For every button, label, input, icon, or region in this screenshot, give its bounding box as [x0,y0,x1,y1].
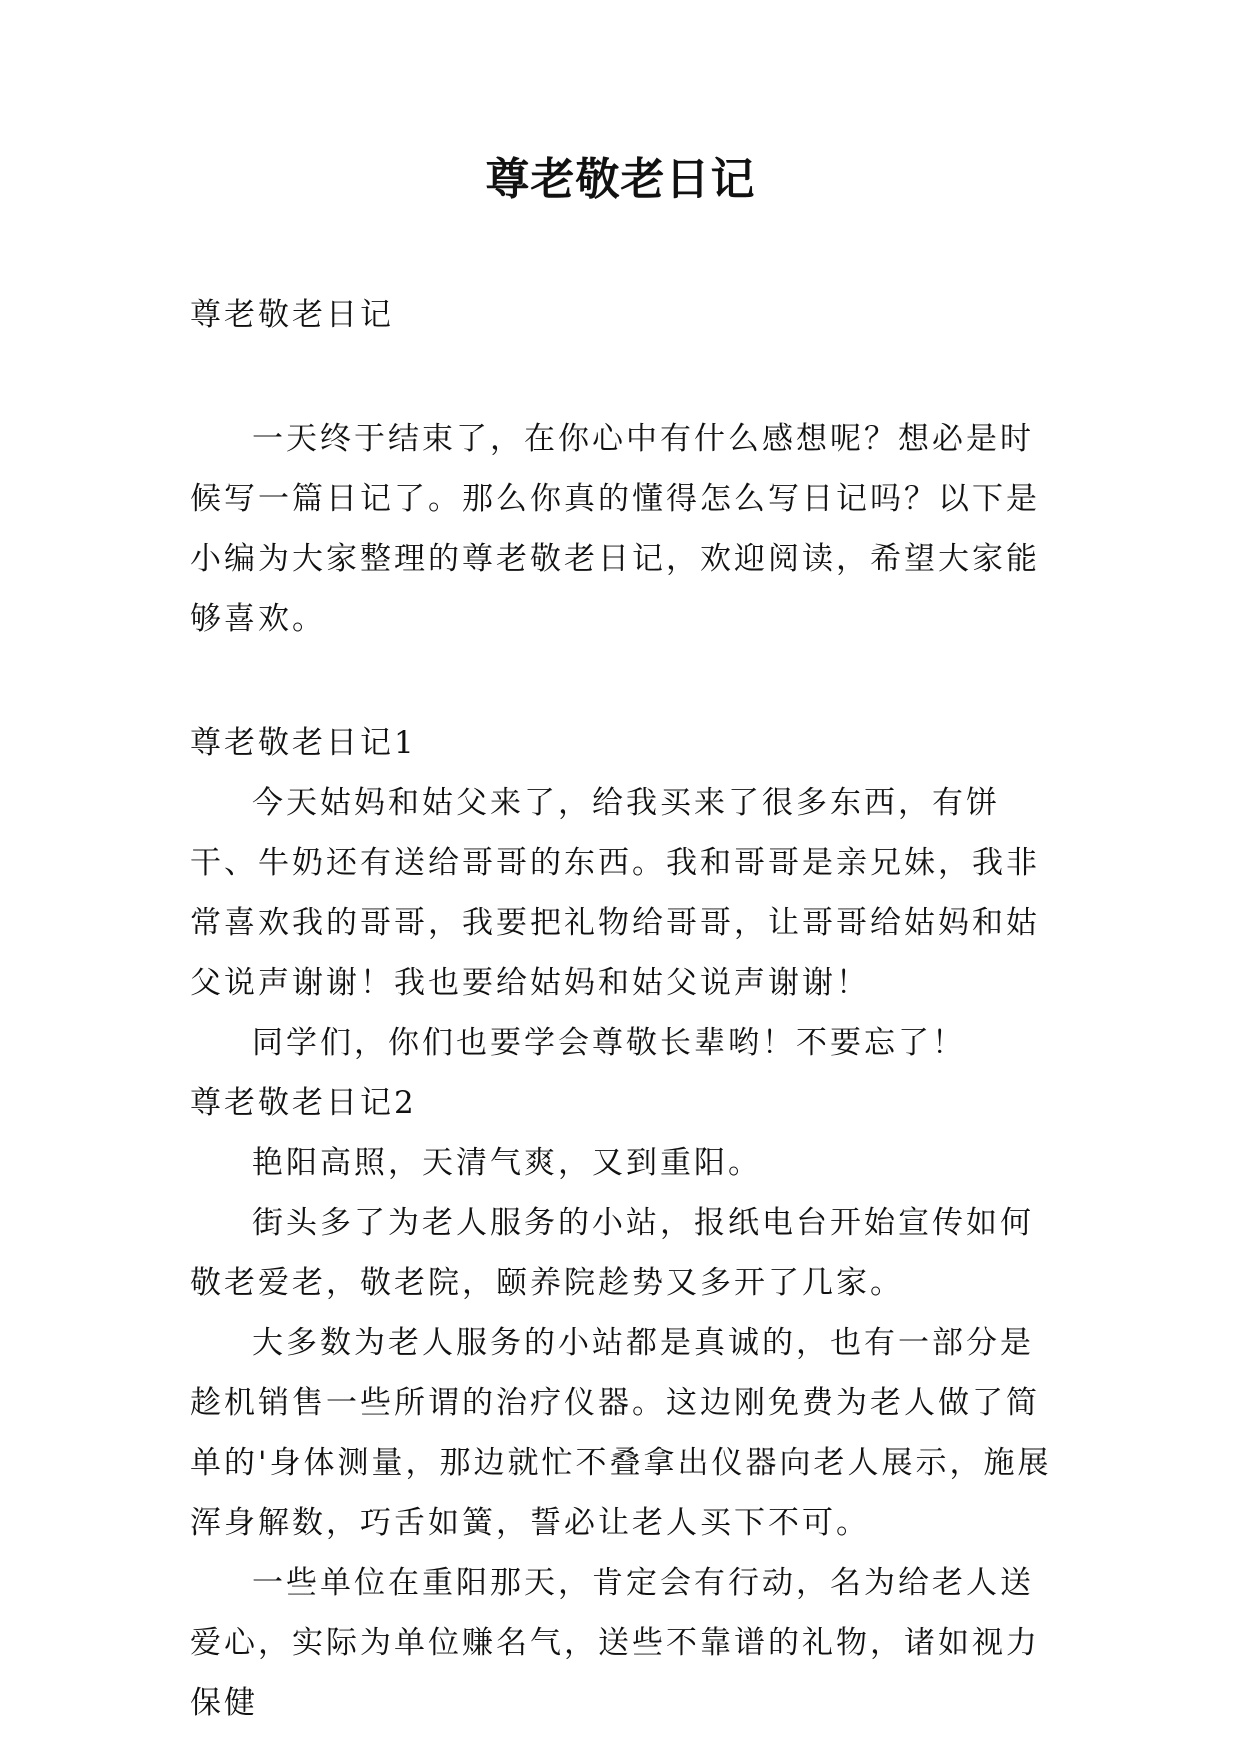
paragraph: 艳阳高照，天清气爽，又到重阳。 [252,1145,762,1181]
paragraph: 今天姑妈和姑父来了，给我买来了很多东西，有饼干、牛奶还有送给哥哥的东西。我和哥哥是亲兄妹，我非常喜欢我的哥哥，我要把礼物给哥哥，让哥哥给姑妈和姑父说声谢谢！我也要给姑妈和姑父说声谢谢！ [190,785,1040,1001]
intro-paragraph: 一天终于结束了，在你心中有什么感想呢？想必是时候写一篇日记了。那么你真的懂得怎么写日记吗？以下是小编为大家整理的尊老敬老日记，欢迎阅读，希望大家能够喜欢。 [190,421,1040,637]
paragraph: 同学们，你们也要学会尊敬长辈哟！不要忘了！ [252,1025,966,1061]
spacer [190,649,1060,713]
section-heading-2: 尊老敬老日记2 [190,1085,417,1121]
paragraph: 大多数为老人服务的小站都是真诚的，也有一部分是趁机销售一些所谓的治疗仪器。这边刚免费为老人做了简单的'身体测量，那边就忙不叠拿出仪器向老人展示，施展浑身解数，巧舌如簧，誓必让老人买下不可。 [190,1325,1052,1541]
section-heading-1: 尊老敬老日记1 [190,725,417,761]
paragraph: 街头多了为老人服务的小站，报纸电台开始宣传如何敬老爱老，敬老院，颐养院趁势又多开了几家。 [190,1205,1034,1301]
document-title: 尊老敬老日记 [485,154,756,205]
document-subtitle: 尊老敬老日记 [190,297,394,333]
document-body [190,285,1060,1733]
spacer [190,345,1060,409]
paragraph: 一些单位在重阳那天，肯定会有行动，名为给老人送爱心，实际为单位赚名气，送些不靠谱的礼物，诸如视力保健 [190,1565,1040,1721]
